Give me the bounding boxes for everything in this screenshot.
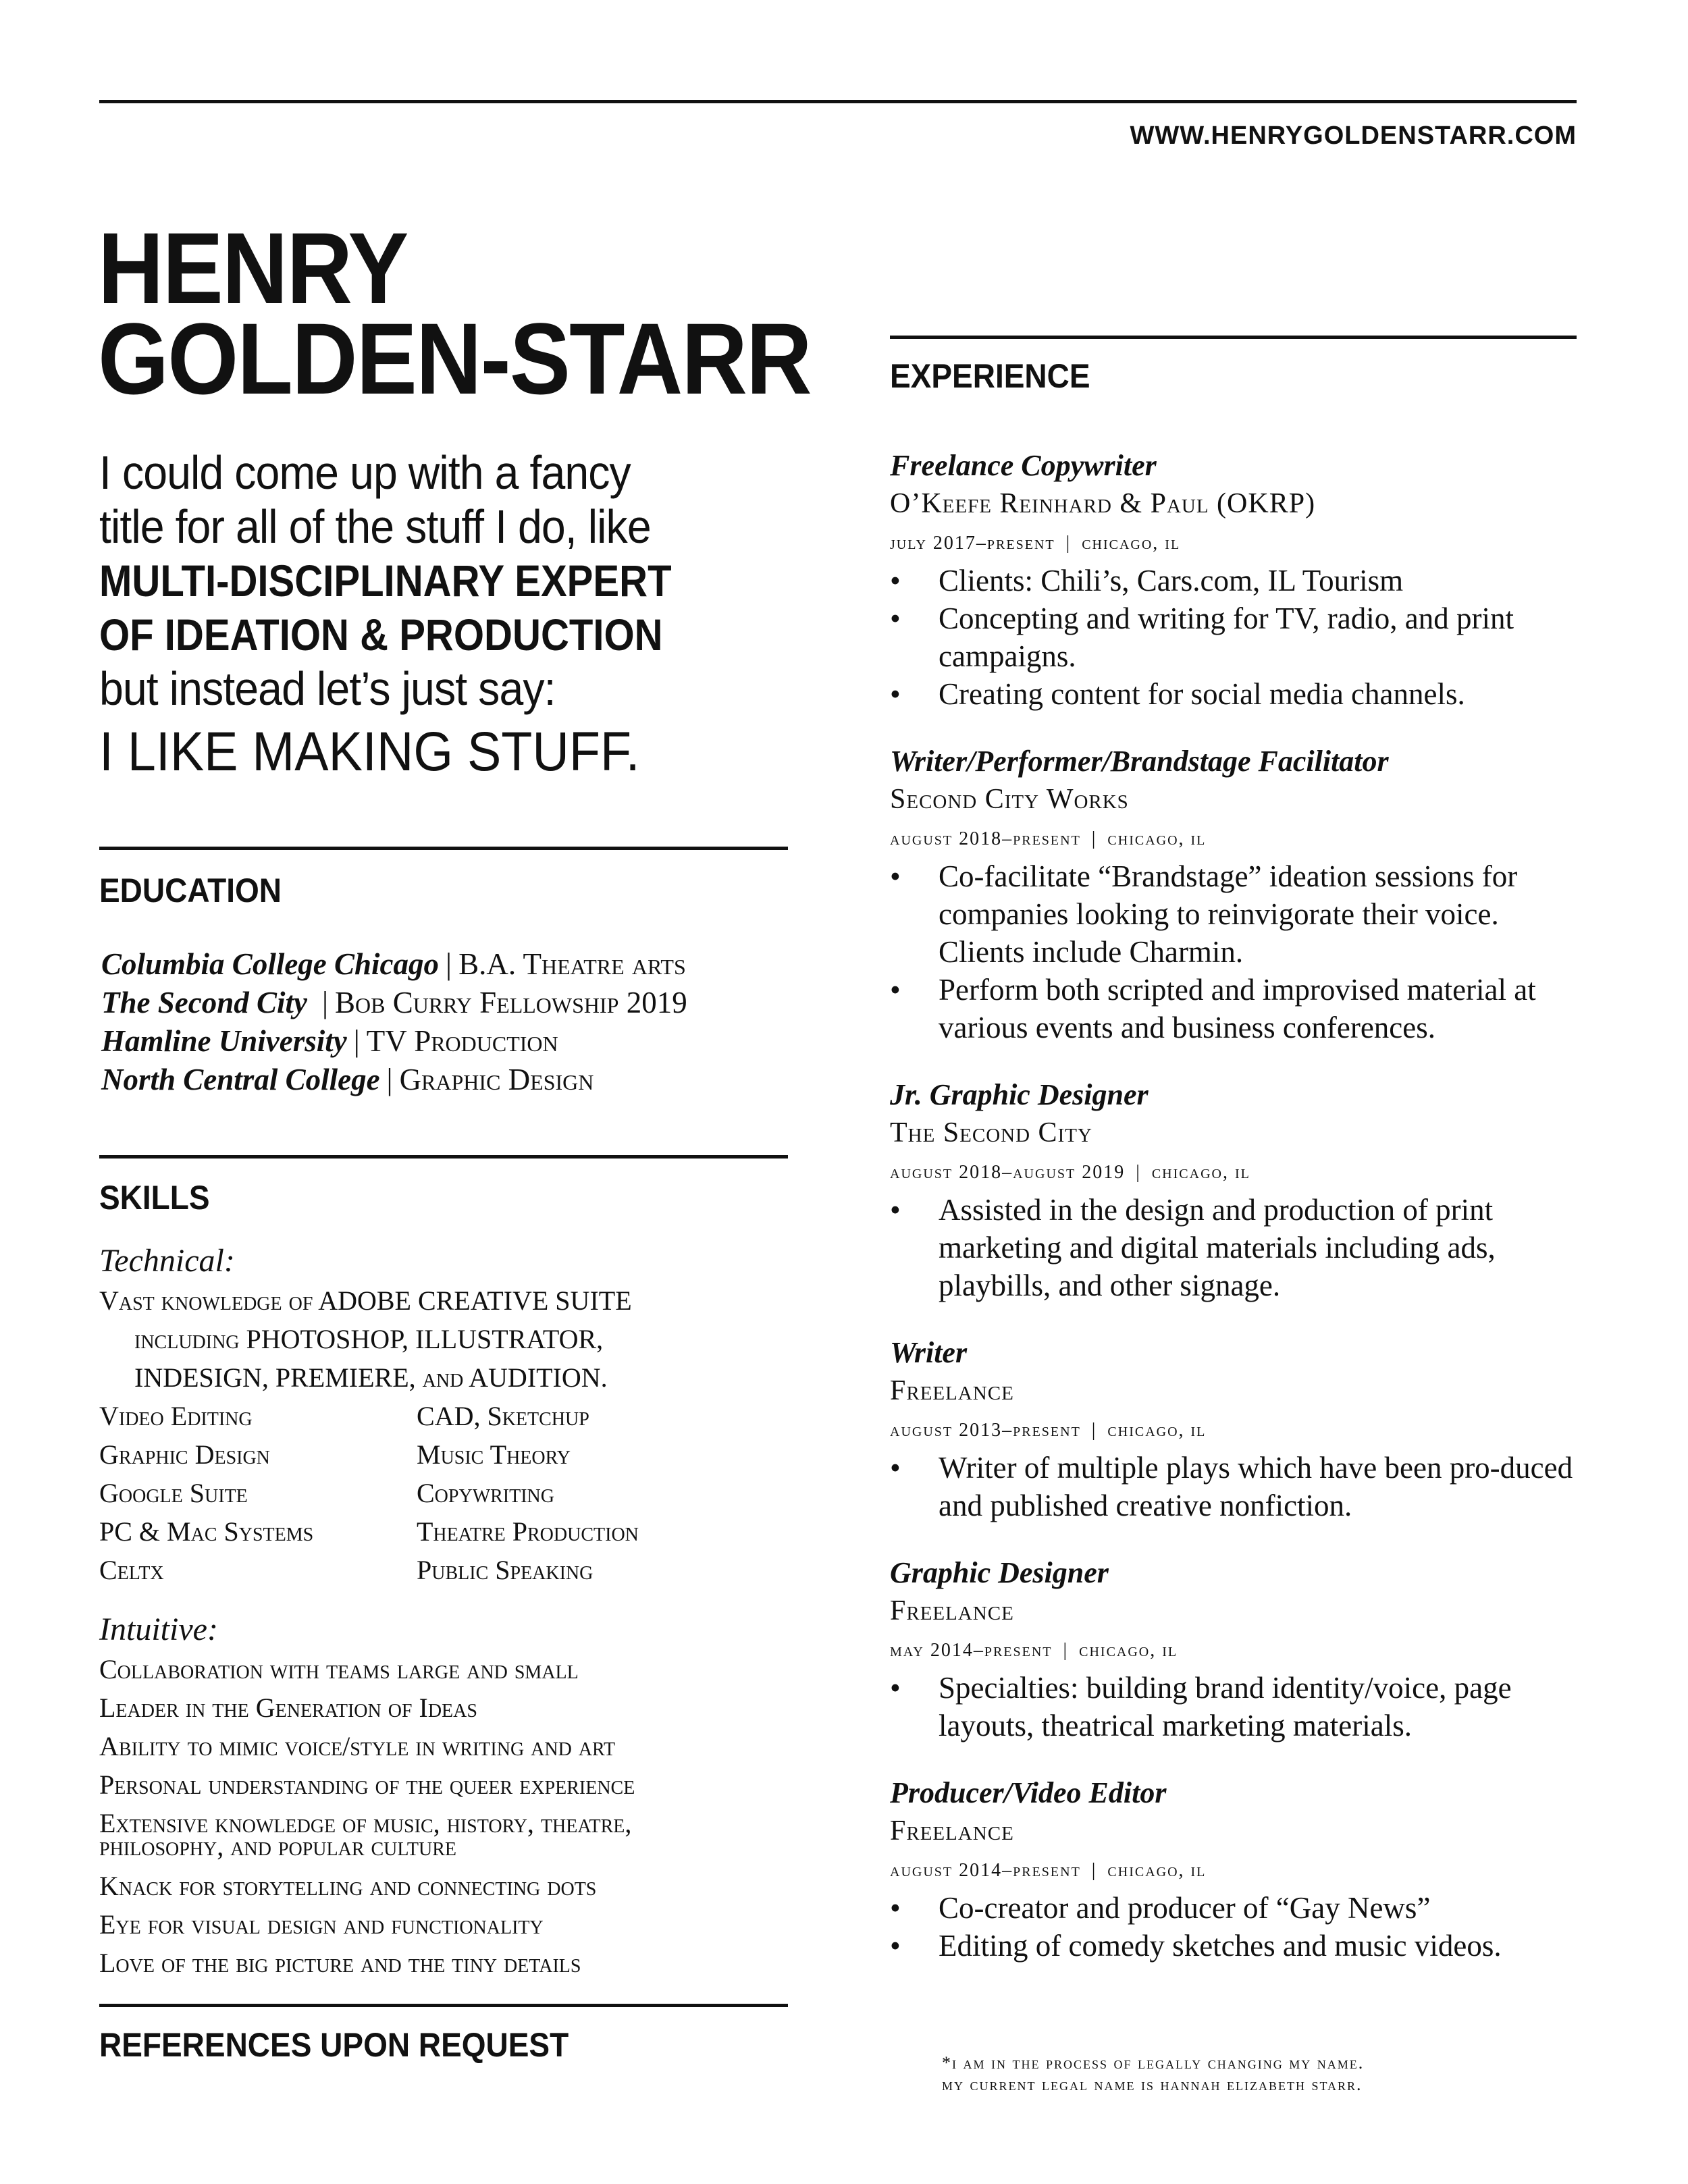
education-detail: Graphic Design [399, 1063, 594, 1096]
experience-list [890, 447, 1579, 1994]
bullet-icon: • [890, 1671, 901, 1705]
job-bullet: • Clients: Chili’s, Cars.com, IL Tourism [890, 562, 1579, 600]
job-location: chicago, il [1107, 828, 1207, 849]
education-detail: B.A. Theatre arts [458, 947, 686, 981]
bullet-icon: • [890, 973, 901, 1007]
job-org: Freelance [890, 1595, 1014, 1626]
education-school: The Second City [101, 986, 307, 1019]
separator: | [353, 1024, 360, 1058]
job-org: Second City Works [890, 784, 1129, 815]
education-item [101, 1061, 687, 1099]
footnote-line-1: *i am in the process of legally changing my name. [942, 2053, 1365, 2073]
technical-intro-2: including PHOTOSHOP, ILLUSTRATOR, [134, 1324, 604, 1354]
name-last: GOLDEN-STARR [98, 302, 811, 415]
job-bullets [890, 1191, 1579, 1304]
job-bullet: • Co-creator and producer of “Gay News” [890, 1889, 1579, 1927]
job-entry [890, 1774, 1579, 1965]
name-first: HENRY [98, 211, 408, 325]
job-org: O’Keefe Reinhard & Paul (OKRP) [890, 488, 1316, 519]
skill-item: PC & Mac Systems [99, 1516, 314, 1547]
job-dates: august 2018–august 2019 [890, 1162, 1126, 1183]
bullet-icon: • [890, 564, 901, 597]
job-bullet: • Concepting and writing for TV, radio, and print campaigns. [890, 600, 1579, 675]
footnote [942, 2052, 1364, 2096]
job-meta: august 2013–present | chicago, il [890, 1420, 1207, 1441]
tagline-line-3: but instead let’s just say: [99, 662, 556, 715]
skill-item: CAD, Sketchup [417, 1401, 589, 1431]
intuitive-item: Leader in the Generation of Ideas [99, 1693, 477, 1723]
bullet-icon: • [890, 1193, 901, 1227]
job-location: chicago, il [1107, 1860, 1207, 1881]
education-detail: TV Production [366, 1024, 558, 1058]
job-bullet: • Co-facilitate “Brandstage” ideation sessions for companies looking to reinvigorate their voice. Clients include Charmin. [890, 857, 1579, 971]
tagline-bold-2: OF IDEATION & PRODUCTION [99, 610, 663, 660]
job-bullet: • Writer of multiple plays which have been pro-duced and published creative nonfiction. [890, 1449, 1579, 1524]
job-org: Freelance [890, 1815, 1014, 1846]
job-title: Producer/Video Editor [890, 1776, 1167, 1809]
tagline-line-1: I could come up with a fancy [99, 446, 631, 499]
experience-rule [890, 336, 1577, 339]
footnote-line-2: my current legal name is hannah elizabeth starr. [942, 2075, 1363, 2094]
job-dates: july 2017–present [890, 533, 1055, 554]
education-heading: EDUCATION [99, 872, 282, 909]
references-rule [99, 2004, 788, 2007]
page-title [98, 211, 811, 415]
job-meta: august 2018–august 2019 | chicago, il [890, 1162, 1250, 1183]
bullet-icon: • [890, 859, 901, 893]
skill-item: Graphic Design [99, 1439, 270, 1470]
education-list [101, 945, 687, 1099]
intuitive-item: Collaboration with teams large and small [99, 1654, 579, 1684]
job-entry [890, 743, 1579, 1046]
experience-heading: EXPERIENCE [890, 357, 1090, 395]
technical-skills-grid [99, 1397, 788, 1589]
education-school: North Central College [101, 1063, 380, 1096]
job-entry [890, 1334, 1579, 1524]
technical-intro-1: Vast knowledge of ADOBE CREATIVE SUITE [99, 1285, 632, 1316]
bullet-icon: • [890, 1929, 901, 1963]
job-title: Graphic Designer [890, 1556, 1109, 1589]
education-item [101, 984, 687, 1022]
job-dates: august 2014–present [890, 1860, 1081, 1881]
job-title: Jr. Graphic Designer [890, 1078, 1149, 1111]
job-location: chicago, il [1082, 533, 1181, 554]
job-bullet: • Assisted in the design and production of print marketing and digital materials including ads, playbills, and other signage. [890, 1191, 1579, 1304]
references-heading: REFERENCES UPON REQUEST [99, 2026, 569, 2064]
tagline [99, 446, 842, 786]
tagline-bold-1: MULTI-DISCIPLINARY EXPERT [99, 556, 672, 606]
intuitive-item-cont: philosophy, and popular culture [99, 1831, 457, 1861]
bullet-icon: • [890, 1451, 901, 1485]
intuitive-label: Intuitive: [99, 1612, 218, 1647]
job-bullets [890, 562, 1579, 713]
job-dates: august 2013–present [890, 1420, 1081, 1441]
website-link[interactable]: WWW.HENRYGOLDENSTARR.COM [1130, 122, 1577, 150]
job-title: Freelance Copywriter [890, 449, 1157, 482]
skill-item: Google Suite [99, 1478, 248, 1508]
job-meta: july 2017–present | chicago, il [890, 533, 1181, 554]
skills-section [99, 1241, 788, 1982]
job-bullet: • Perform both scripted and improvised material at various events and business conferences. [890, 971, 1579, 1046]
job-location: chicago, il [1079, 1640, 1178, 1661]
bullet-icon: • [890, 677, 901, 711]
job-dates: august 2018–present [890, 828, 1081, 849]
skill-item: Music Theory [417, 1439, 571, 1470]
skills-rule [99, 1155, 788, 1158]
intuitive-item: Love of the big picture and the tiny details [99, 1948, 581, 1978]
separator: | [321, 986, 328, 1019]
skill-item: Video Editing [99, 1401, 253, 1431]
skill-item: Theatre Production [417, 1516, 639, 1547]
skill-item: Copywriting [417, 1478, 554, 1508]
bullet-icon: • [890, 602, 901, 635]
job-location: chicago, il [1151, 1162, 1250, 1183]
job-title: Writer [890, 1336, 968, 1369]
separator: | [386, 1063, 393, 1096]
technical-label: Technical: [99, 1243, 235, 1279]
education-item [101, 945, 687, 984]
job-meta: august 2014–present | chicago, il [890, 1860, 1207, 1881]
intuitive-item: Personal understanding of the queer experience [99, 1769, 635, 1800]
job-entry [890, 1554, 1579, 1744]
intuitive-item: Knack for storytelling and connecting dots [99, 1871, 597, 1901]
tagline-line-2: title for all of the stuff I do, like [99, 500, 651, 553]
intuitive-item: Ability to mimic voice/style in writing and art [99, 1731, 616, 1761]
job-bullet: • Specialties: building brand identity/voice, page layouts, theatrical marketing materials. [890, 1669, 1579, 1744]
technical-intro-3: INDESIGN, PREMIERE, and AUDITION. [134, 1362, 608, 1393]
education-school: Columbia College Chicago [101, 947, 440, 981]
bullet-icon: • [890, 1891, 901, 1925]
job-meta: may 2014–present | chicago, il [890, 1640, 1178, 1661]
job-bullets [890, 1889, 1579, 1965]
job-dates: may 2014–present [890, 1640, 1053, 1661]
education-rule [99, 847, 788, 850]
job-entry [890, 1076, 1579, 1304]
separator: | [446, 947, 452, 981]
job-entry [890, 447, 1579, 713]
job-org: The Second City [890, 1117, 1092, 1148]
job-bullet: • Editing of comedy sketches and music videos. [890, 1927, 1579, 1965]
education-detail: Bob Curry Fellowship 2019 [335, 986, 687, 1019]
job-bullets [890, 857, 1579, 1046]
job-location: chicago, il [1107, 1420, 1207, 1441]
skills-heading: SKILLS [99, 1179, 210, 1217]
job-meta: august 2018–present | chicago, il [890, 828, 1207, 849]
tagline-big: I LIKE MAKING STUFF. [99, 721, 640, 782]
job-org: Freelance [890, 1375, 1014, 1406]
job-bullets [890, 1669, 1579, 1744]
intuitive-item: Extensive knowledge of music, history, theatre, [99, 1808, 632, 1838]
job-bullet: • Creating content for social media channels. [890, 675, 1579, 713]
top-rule [99, 100, 1577, 103]
skill-item: Celtx [99, 1555, 164, 1585]
job-bullets [890, 1449, 1579, 1524]
education-item [101, 1022, 687, 1061]
skill-item: Public Speaking [417, 1555, 594, 1585]
job-title: Writer/Performer/Brandstage Facilitator [890, 745, 1389, 778]
intuitive-item: Eye for visual design and functionality [99, 1909, 544, 1940]
education-school: Hamline University [101, 1024, 347, 1058]
